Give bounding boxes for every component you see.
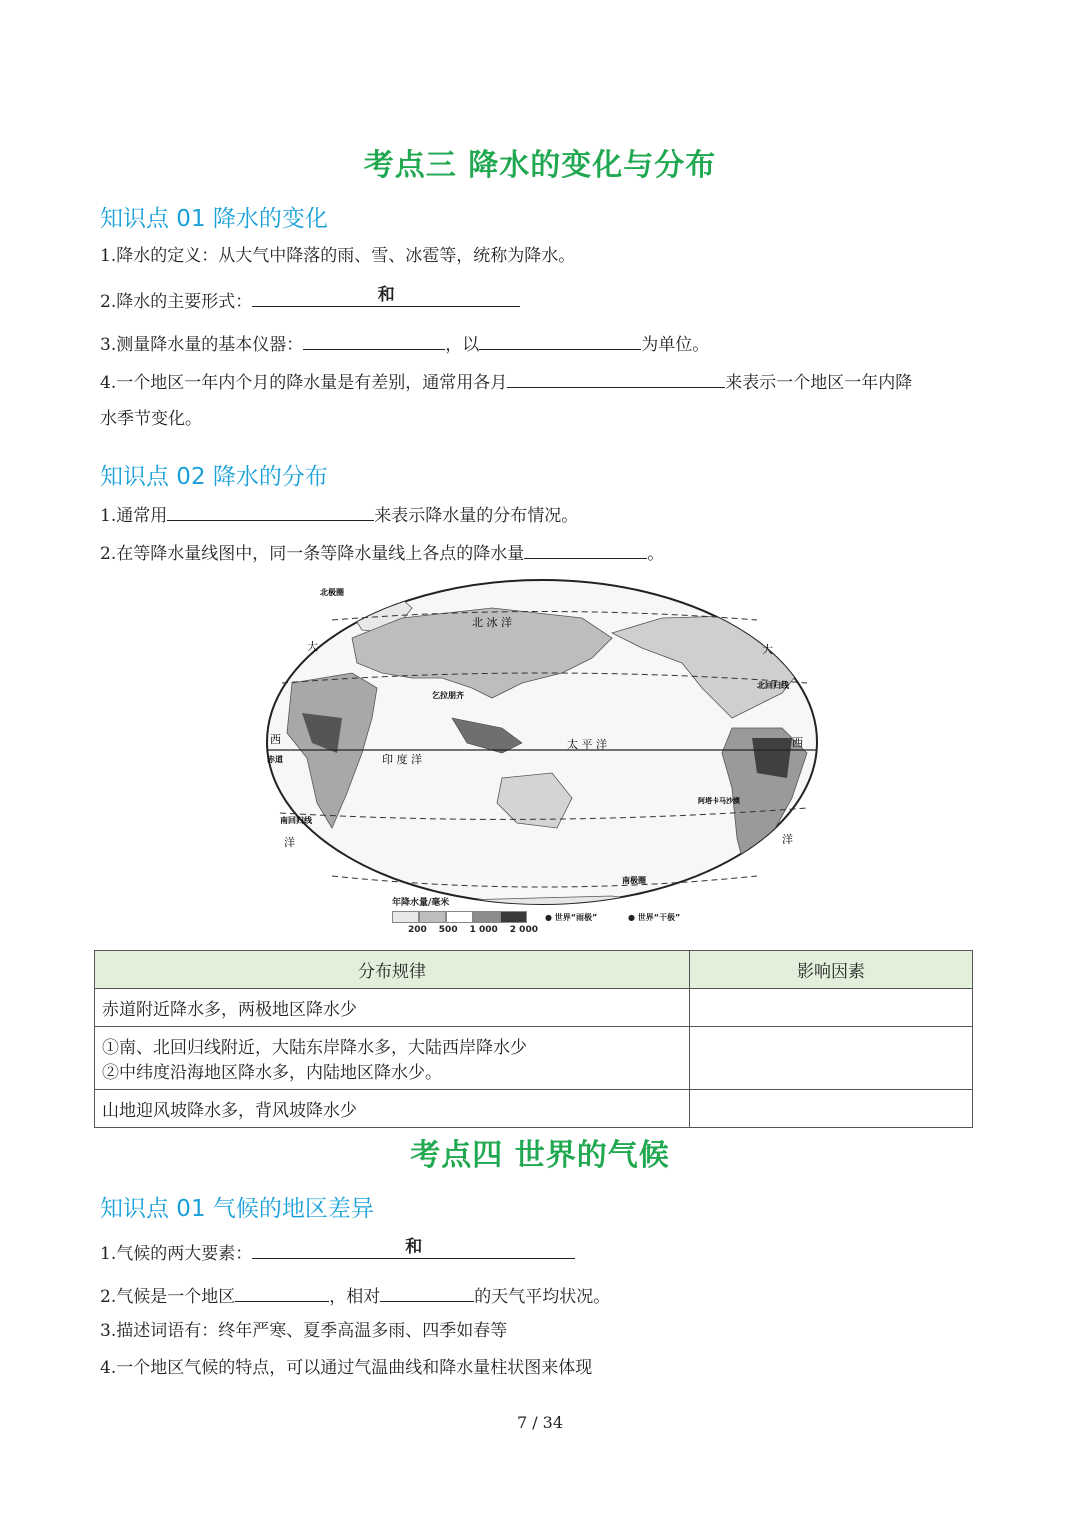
kp1-line2-prefix: 2.降水的主要形式： bbox=[100, 292, 253, 312]
label-antarctic-circle: 南极圈 bbox=[622, 876, 646, 885]
kp2-line2-prefix: 2.在等降水量线图中，同一条等降水量线上各点的降水量 bbox=[100, 544, 525, 564]
kp2-title: 知识点 02 降水的分布 bbox=[100, 464, 328, 490]
label-tropic-cancer: 北回归线 bbox=[757, 681, 789, 690]
kp1-line4-suffix: 来表示一个地区一年内降 bbox=[725, 373, 913, 393]
section3-title: 考点三 降水的变化与分布 bbox=[363, 148, 717, 183]
kp2-line1 bbox=[100, 502, 578, 527]
instrument-blank bbox=[303, 331, 445, 350]
kp1-line4 bbox=[100, 369, 912, 394]
amazon-wet bbox=[752, 738, 792, 778]
kp1-line3 bbox=[100, 331, 709, 356]
label-atlantic-e1: 大 bbox=[762, 643, 773, 656]
climate-stable-blank bbox=[380, 1283, 474, 1302]
legend-tick-1000: 1 000 bbox=[469, 925, 498, 935]
label-equator: 赤道 bbox=[267, 755, 283, 764]
legend-scale bbox=[392, 911, 527, 923]
distribution-table bbox=[94, 950, 973, 1128]
kp1-line1: 1.降水的定义：从大气中降落的雨、雪、冰雹等，统称为降水。 bbox=[100, 246, 576, 266]
unit-blank bbox=[479, 331, 641, 350]
kp1-line4-cont: 水季节变化。 bbox=[100, 409, 202, 429]
label-tropic-capricorn: 南回归线 bbox=[280, 816, 312, 825]
precip-forms-blank bbox=[252, 285, 520, 307]
s4-line4: 4.一个地区气候的特点，可以通过气温曲线和降水量柱状图来体现 bbox=[100, 1358, 593, 1378]
legend-dry-pole: ● 世界“干极” bbox=[628, 913, 681, 922]
precipitation-map bbox=[262, 578, 822, 940]
row2-pattern-a: ①南、北回归线附近，大陆东岸降水多，大陆西岸降水少 bbox=[102, 1038, 527, 1058]
row3-factor bbox=[690, 1090, 973, 1128]
climate-period-blank bbox=[235, 1283, 329, 1302]
isohyet-blank bbox=[167, 502, 374, 521]
s4-line1 bbox=[100, 1237, 575, 1265]
label-atlantic-e3: 洋 bbox=[782, 833, 793, 846]
table-header-row bbox=[95, 951, 973, 989]
table-row bbox=[95, 989, 973, 1027]
monthly-blank bbox=[507, 369, 725, 388]
label-atlantic-w1: 大 bbox=[307, 640, 318, 653]
legend-swatch-3 bbox=[446, 911, 473, 923]
kp1-line3-suffix: 为单位。 bbox=[641, 335, 710, 355]
climate-elements-and: 和 bbox=[405, 1237, 423, 1257]
legend-ticks bbox=[408, 925, 538, 935]
climate-elements-blank bbox=[252, 1237, 575, 1259]
legend-title: 年降水量/毫米 bbox=[392, 898, 450, 908]
legend-wet-pole: ● 世界“雨极” bbox=[545, 913, 598, 922]
row2-pattern-b: ②中纬度沿海地区降水多，内陆地区降水少。 bbox=[102, 1063, 442, 1083]
row1-pattern: 赤道附近降水多，两极地区降水少 bbox=[95, 989, 690, 1027]
section4-title: 考点四 世界的气候 bbox=[410, 1138, 670, 1173]
label-cherrapunji: 乞拉朋齐 bbox=[432, 691, 464, 700]
kp1-line3-prefix: 3.测量降水量的基本仪器： bbox=[100, 335, 304, 355]
page-number: 7 / 34 bbox=[516, 1413, 564, 1432]
s4-line1-prefix: 1.气候的两大要素： bbox=[100, 1244, 253, 1264]
legend-swatch-1 bbox=[392, 911, 419, 923]
label-arctic-ocean: 北 冰 洋 bbox=[472, 616, 512, 629]
table-row bbox=[95, 1090, 973, 1128]
legend-swatch-5 bbox=[500, 911, 527, 923]
label-pacific-ocean: 太 平 洋 bbox=[567, 738, 607, 751]
legend-swatch-4 bbox=[473, 911, 500, 923]
s4-line2 bbox=[100, 1283, 610, 1308]
row2-factor bbox=[690, 1027, 973, 1090]
s4-line2-suffix: 的天气平均状况。 bbox=[474, 1287, 611, 1307]
row3-pattern: 山地迎风坡降水多，背风坡降水少 bbox=[95, 1090, 690, 1128]
kp1-line3-mid: ，以 bbox=[445, 335, 480, 355]
header-factor: 影响因素 bbox=[690, 951, 973, 989]
row1-factor bbox=[690, 989, 973, 1027]
label-atlantic-w2: 西 bbox=[270, 733, 281, 746]
s4-line2-mid: ，相对 bbox=[329, 1287, 381, 1307]
label-indian-ocean: 印 度 洋 bbox=[382, 753, 422, 766]
kp2-line1-prefix: 1.通常用 bbox=[100, 506, 168, 526]
label-atlantic-w3: 洋 bbox=[284, 836, 295, 849]
kp1-line4-prefix: 4.一个地区一年内个月的降水量是有差别，通常用各月 bbox=[100, 373, 508, 393]
table-row bbox=[95, 1027, 973, 1090]
label-arctic-circle: 北极圈 bbox=[320, 588, 344, 597]
s4-line3: 3.描述词语有：终年严寒、夏季高温多雨、四季如春等 bbox=[100, 1321, 508, 1341]
kp2-line2 bbox=[100, 540, 664, 565]
row2-pattern bbox=[95, 1027, 690, 1090]
s4-line2-prefix: 2.气候是一个地区 bbox=[100, 1287, 236, 1307]
kp2-line1-suffix: 来表示降水量的分布情况。 bbox=[374, 506, 579, 526]
equal-blank bbox=[524, 540, 647, 559]
legend-swatch-2 bbox=[419, 911, 446, 923]
legend-tick-500: 500 bbox=[438, 925, 458, 935]
legend-tick-2000: 2 000 bbox=[509, 925, 538, 935]
header-pattern: 分布规律 bbox=[95, 951, 690, 989]
legend-tick-200: 200 bbox=[408, 925, 427, 935]
precip-forms-and: 和 bbox=[377, 285, 395, 305]
s4-kp1-title: 知识点 01 气候的地区差异 bbox=[100, 1196, 374, 1222]
kp1-title: 知识点 01 降水的变化 bbox=[100, 206, 328, 232]
kp1-line2 bbox=[100, 285, 520, 313]
label-atacama: 阿塔卡马沙漠 bbox=[698, 797, 740, 805]
label-atlantic-e2: 西 bbox=[792, 736, 803, 749]
kp2-line2-suffix: 。 bbox=[647, 544, 665, 564]
